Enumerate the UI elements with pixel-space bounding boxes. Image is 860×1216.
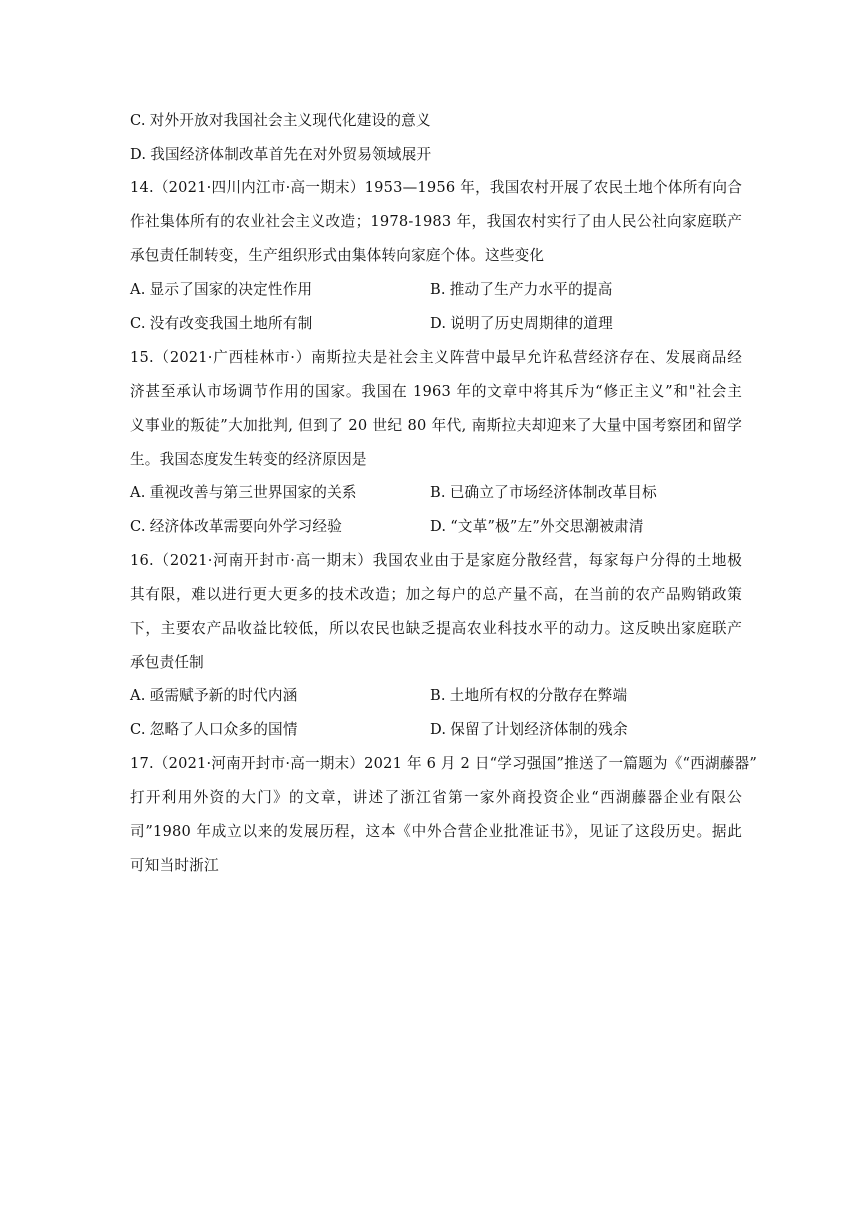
q16-option-d: [430, 720, 628, 740]
option-key: C.: [130, 721, 146, 738]
option-key: B.: [430, 281, 446, 298]
option-text: 推动了生产力水平的提高: [449, 281, 613, 298]
question-14-line-2: 作社集体所有的农业社会主义改造；1978-1983 年，我国农村实行了由人民公社向家庭联产: [130, 213, 742, 230]
option-key: D.: [430, 518, 447, 535]
question-17-line-3: 司”1980 年成立以来的发展历程，这本《中外合营企业批准证书》，见证了这段历史。据此: [130, 823, 742, 840]
option-text: 我国经济体制改革首先在对外贸易领域展开: [150, 146, 432, 163]
question-17-line-4: 可知当时浙江: [130, 857, 219, 874]
question-16-line-3: 下，主要农产品收益比较低，所以农民也缺乏提高农业科技水平的动力。这反映出家庭联产: [130, 620, 742, 637]
q15-option-c: [130, 517, 342, 537]
q16-option-a: [130, 686, 298, 706]
q14-option-d: [430, 314, 613, 334]
question-17-line-1: 17.（2021·河南开封市·高一期末）2021 年 6 月 2 日“学习强国”推送了一篇题为《“西湖藤器”: [130, 755, 757, 772]
option-key: A.: [130, 687, 146, 704]
option-text: “文革”极”左”外交思潮被肃清: [450, 518, 644, 535]
question-15-line-2: 济甚至承认市场调节作用的国家。我国在 1963 年的文章中将其斥为“修正主义”和"社会主: [130, 383, 742, 400]
option-key: B.: [430, 484, 446, 501]
question-15-line-1: 15.（2021·广西桂林市·）南斯拉夫是社会主义阵营中最早允许私营经济存在、发展商品经: [130, 349, 742, 366]
q14-option-a: [130, 280, 312, 300]
option-key: B.: [430, 687, 446, 704]
option-text: 土地所有权的分散存在弊端: [449, 687, 628, 704]
option-text: 保留了计划经济体制的残余: [450, 721, 628, 738]
option-text: 重视改善与第三世界国家的关系: [149, 484, 357, 501]
q16-option-c: [130, 720, 298, 740]
option-d-q13: [130, 145, 431, 165]
question-16-line-4: 承包责任制: [130, 654, 204, 671]
q16-option-b: [430, 686, 627, 706]
option-text: 亟需赋予新的时代内涵: [149, 687, 298, 704]
option-key: D.: [430, 315, 447, 332]
q14-option-b: [430, 280, 613, 300]
q14-option-c: [130, 314, 312, 334]
option-text: 已确立了市场经济体制改革目标: [449, 484, 657, 501]
option-text: 没有改变我国土地所有制: [149, 315, 313, 332]
option-c-q13: [130, 111, 431, 131]
question-14-line-1: 14.（2021·四川内江市·高一期末）1953—1956 年，我国农村开展了农民土地个体所有向合: [130, 179, 742, 196]
option-key: C.: [130, 518, 146, 535]
question-16-line-1: 16.（2021·河南开封市·高一期末）我国农业由于是家庭分散经营，每家每户分得的土地极: [130, 552, 742, 569]
option-key: C.: [130, 112, 146, 129]
option-text: 对外开放对我国社会主义现代化建设的意义: [149, 112, 431, 129]
question-14-line-3: 承包责任制转变，生产组织形式由集体转向家庭个体。这些变化: [130, 247, 545, 264]
question-17-line-2: 打开利用外资的大门》的文章，讲述了浙江省第一家外商投资企业“西湖藤器企业有限公: [130, 789, 742, 806]
option-text: 忽略了人口众多的国情: [149, 721, 298, 738]
option-text: 经济体改革需要向外学习经验: [149, 518, 343, 535]
q15-option-b: [430, 483, 657, 503]
option-key: C.: [130, 315, 146, 332]
option-key: A.: [130, 484, 146, 501]
question-15-line-4: 生。我国态度发生转变的经济原因是: [130, 451, 367, 468]
option-key: A.: [130, 281, 146, 298]
question-15-line-3: 义事业的叛徒”大加批判, 但到了 20 世纪 80 年代, 南斯拉夫却迎来了大量中国考察团和留学: [130, 417, 742, 434]
option-key: D.: [130, 146, 147, 163]
q15-option-a: [130, 483, 357, 503]
q15-option-d: [430, 517, 644, 537]
option-text: 说明了历史周期律的道理: [450, 315, 613, 332]
option-text: 显示了国家的决定性作用: [149, 281, 313, 298]
option-key: D.: [430, 721, 447, 738]
question-16-line-2: 其有限，难以进行更大更多的技术改造；加之每户的总产量不高，在当前的农产品购销政策: [130, 586, 742, 603]
